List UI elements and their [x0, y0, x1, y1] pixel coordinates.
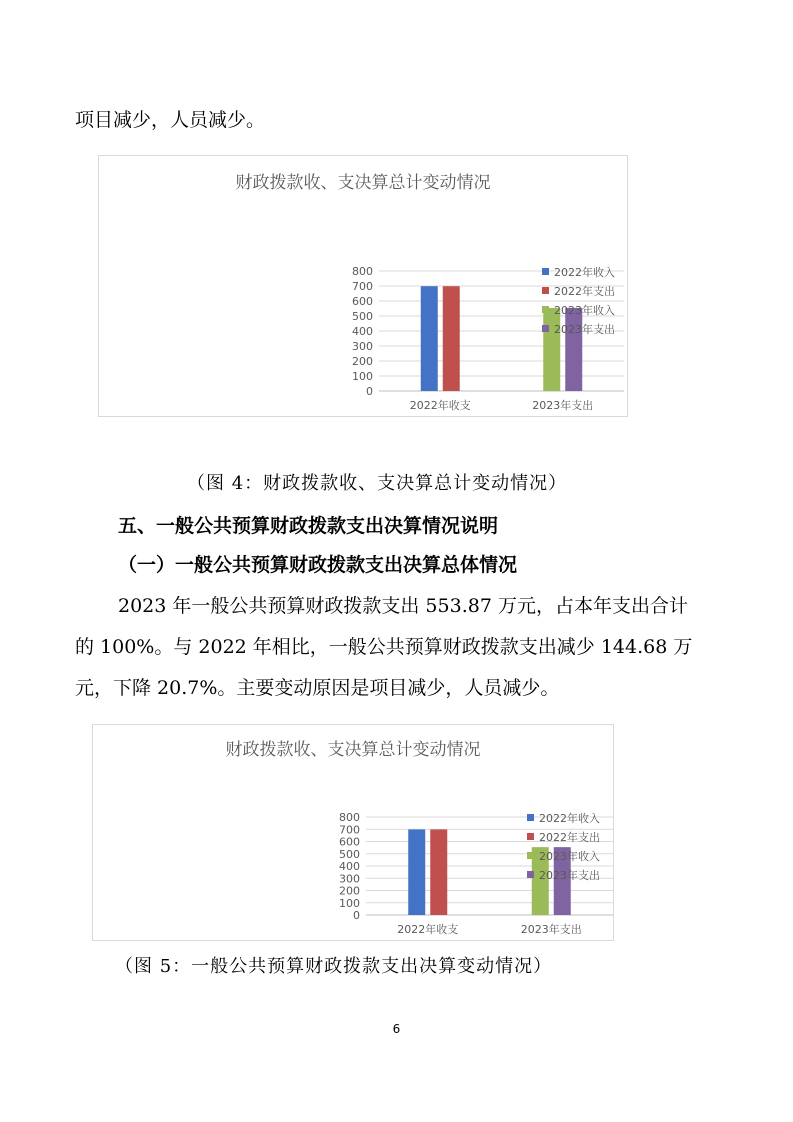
section-heading-5: 五、一般公共预算财政拨款支出决算情况说明	[118, 515, 499, 537]
bar	[543, 308, 560, 391]
figure-caption-4: （图 4：财政拨款收、支决算总计变动情况）	[187, 473, 568, 494]
y-tick-label: 800	[339, 811, 360, 824]
legend-swatch	[527, 814, 534, 821]
x-category-label: 2022年收支	[409, 399, 471, 412]
y-tick-label: 200	[352, 355, 373, 368]
figure-caption-5: （图 5：一般公共预算财政拨款支出决算变动情况）	[115, 956, 553, 977]
y-tick-label: 600	[339, 835, 360, 849]
y-tick-label: 500	[339, 847, 360, 861]
legend-label: 2022年收入	[539, 812, 600, 825]
chart-title: 财政拨款收、支决算总计变动情况	[225, 740, 481, 760]
legend-label: 2022年收入	[554, 266, 615, 279]
legend-label: 2022年支出	[554, 285, 615, 298]
y-tick-label: 0	[366, 385, 373, 398]
x-category-label: 2023年支出	[520, 923, 582, 936]
legend-swatch	[527, 852, 534, 859]
legend-swatch	[542, 306, 549, 313]
bar-chart-svg	[93, 725, 615, 942]
bar-chart-svg	[99, 156, 629, 418]
paragraph-line: 2023 年一般公共预算财政拨款支出 553.87 万元，占本年支出合计	[118, 595, 688, 617]
y-tick-label: 0	[353, 909, 360, 922]
x-category-label: 2022年收支	[397, 923, 459, 936]
legend-label: 2023年收入	[554, 304, 615, 317]
legend-swatch	[527, 871, 534, 878]
bar	[430, 829, 447, 915]
legend-label: 2023年支出	[539, 869, 600, 882]
bar	[565, 308, 582, 391]
y-tick-label: 500	[352, 310, 373, 323]
y-tick-label: 200	[339, 884, 360, 898]
paragraph-line: 的 100%。与 2022 年相比，一般公共预算财政拨款支出减少 144.68 万	[75, 636, 693, 658]
bar	[408, 829, 425, 915]
legend-label: 2023年支出	[554, 323, 615, 336]
y-tick-label: 100	[339, 896, 360, 910]
body-text-line: 项目减少，人员减少。	[75, 109, 266, 131]
legend-swatch	[542, 325, 549, 332]
y-tick-label: 400	[339, 860, 360, 873]
chart-title: 财政拨款收、支决算总计变动情况	[235, 173, 491, 193]
y-tick-label: 100	[352, 370, 373, 383]
y-tick-label: 600	[352, 295, 373, 308]
y-tick-label: 800	[352, 265, 373, 278]
legend-swatch	[542, 287, 549, 294]
bar	[443, 286, 460, 391]
y-tick-label: 300	[339, 872, 360, 886]
paragraph-line: 元，下降 20.7%。主要变动原因是项目减少，人员减少。	[75, 677, 560, 699]
legend-swatch	[542, 268, 549, 275]
y-tick-label: 700	[352, 280, 373, 293]
legend-swatch	[527, 833, 534, 840]
chart-figure-4	[98, 155, 628, 417]
page-number: 6	[392, 1022, 401, 1036]
y-tick-label: 700	[339, 823, 360, 837]
legend-label: 2022年支出	[539, 831, 600, 844]
chart-figure-5	[92, 724, 614, 941]
bar	[421, 286, 438, 391]
y-tick-label: 400	[352, 325, 373, 338]
y-tick-label: 300	[352, 340, 373, 353]
subsection-heading-5-1: （一）一般公共预算财政拨款支出决算总体情况	[118, 554, 518, 576]
legend-label: 2023年收入	[539, 850, 600, 863]
x-category-label: 2023年支出	[532, 399, 594, 412]
